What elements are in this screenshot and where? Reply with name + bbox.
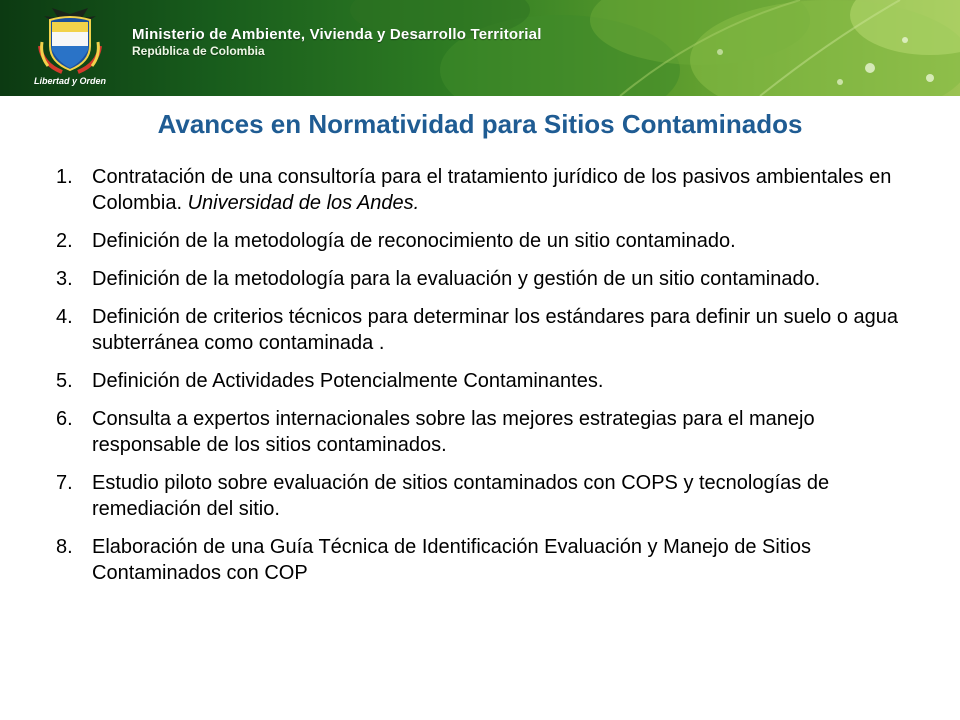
list-number: 8. — [56, 536, 73, 558]
list-item — [56, 368, 916, 394]
list-number: 6. — [56, 408, 73, 430]
list-item — [56, 534, 916, 586]
list-text: Elaboración de una Guía Técnica de Identificación Evaluación y Manejo de Sitios Contaminados con COP — [92, 536, 811, 584]
list-item — [56, 470, 916, 522]
list-text: Consulta a expertos internacionales sobre las mejores estrategias para el manejo responsable de los sitios contaminados. — [92, 408, 815, 456]
ministry-name: Ministerio de Ambiente, Vivienda y Desarrollo Territorial — [132, 26, 542, 43]
list-number: 4. — [56, 306, 73, 328]
numbered-list — [56, 164, 916, 598]
list-number: 1. — [56, 166, 73, 188]
list-text: Definición de criterios técnicos para determinar los estándares para definir un suelo o agua subterránea como contaminada . — [92, 306, 899, 354]
coat-of-arms-icon — [22, 6, 118, 76]
slide-title: Avances en Normatividad para Sitios Contaminados — [157, 109, 803, 139]
list-item — [56, 228, 916, 254]
list-number: 2. — [56, 230, 73, 252]
list-item — [56, 266, 916, 292]
list-item — [56, 304, 916, 356]
crest-motto: Libertad y Orden — [33, 76, 106, 86]
country-name: República de Colombia — [132, 44, 265, 58]
list-item — [56, 406, 916, 458]
list-text: Contratación de una consultoría para el tratamiento jurídico de los pasivos ambientales en Colombia. — [92, 166, 892, 214]
list-text: Definición de la metodología de reconocimiento de un sitio contaminado. — [92, 230, 736, 252]
list-number: 5. — [56, 370, 73, 392]
list-emphasis: Universidad de los Andes. — [187, 192, 420, 214]
list-number: 7. — [56, 472, 73, 494]
list-text: Definición de la metodología para la evaluación y gestión de un sitio contaminado. — [92, 268, 821, 290]
list-item — [56, 164, 916, 216]
list-number: 3. — [56, 268, 73, 290]
coat-of-arms — [22, 6, 118, 92]
list-text: Definición de Actividades Potencialmente Contaminantes. — [92, 370, 604, 392]
header-banner — [0, 0, 960, 96]
list-text: Estudio piloto sobre evaluación de sitios contaminados con COPS y tecnologías de remediación del sitio. — [92, 472, 830, 520]
